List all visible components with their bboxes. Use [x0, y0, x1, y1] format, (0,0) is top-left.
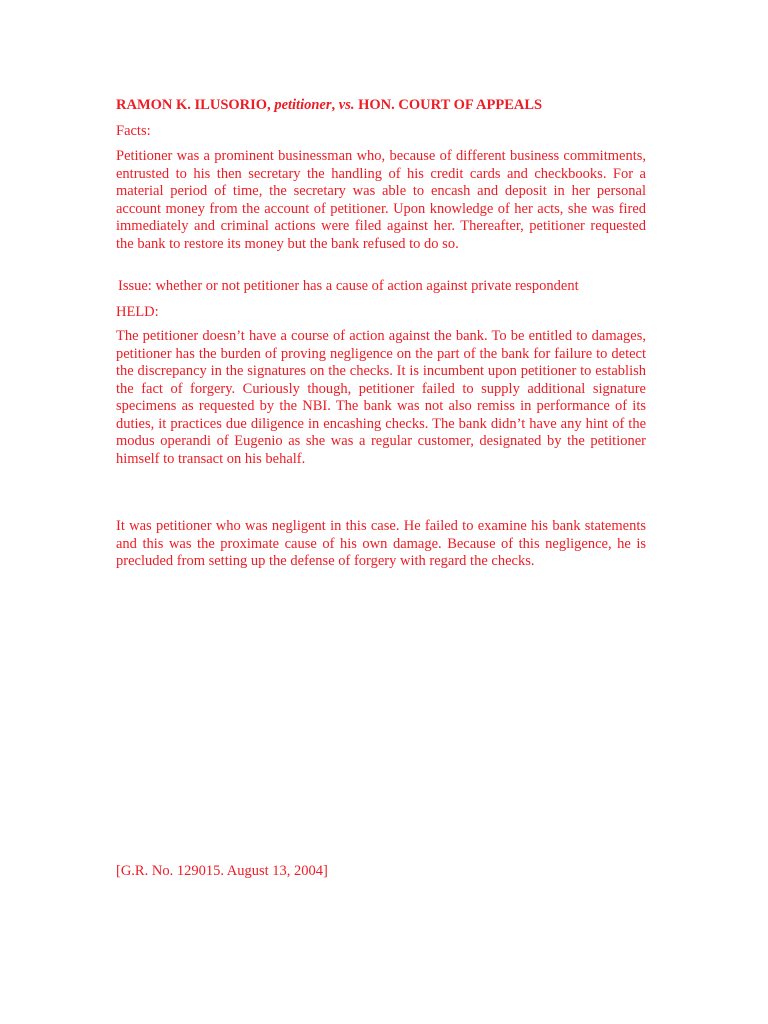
title-versus: vs. — [338, 97, 355, 113]
facts-paragraph: Petitioner was a prominent businessman who, because of different business commitments, entrusted to his then secretary the handling of his credit cards and checkbooks. For a material period of time, the secretary was able to encash and deposit in her personal account money from the account of petitioner. Upon knowledge of her acts, she was fired immediately and criminal actions were filed against her. Thereafter, petitioner requested the bank to restore its money but the bank refused to do so. — [116, 148, 646, 252]
issue-line: Issue: whether or not petitioner has a cause of action against private respondent — [118, 278, 579, 294]
case-citation: [G.R. No. 129015. August 13, 2004] — [116, 863, 328, 879]
title-comma: , — [331, 97, 336, 113]
held-paragraph-2: It was petitioner who was negligent in this case. He failed to examine his bank statements and this was the proximate cause of his own damage. Because of this negligence, he is precluded from setting up the defense of forgery with regard the checks. — [116, 518, 646, 569]
title-petitioner-role: petitioner — [274, 97, 332, 113]
case-title — [116, 96, 542, 114]
held-paragraph-1: The petitioner doesn’t have a course of action against the bank. To be entitled to damages, petitioner has the burden of proving negligence on the part of the bank for failure to detect the discrepancy in the signatures on the checks. It is incumbent upon petitioner to establish the fact of forgery. Curiously though, petitioner failed to supply additional signature specimens as requested by the NBI. The bank was not also remiss in performance of its duties, it practices due diligence in encashing checks. The bank didn’t have any hint of the modus operandi of Eugenio as she was a regular customer, designated by the petitioner himself to transact on his behalf. — [116, 328, 646, 467]
held-heading: HELD: — [116, 304, 159, 320]
facts-heading: Facts: — [116, 123, 151, 139]
title-petitioner-name: RAMON K. ILUSORIO, — [116, 97, 271, 113]
title-respondent-name: HON. COURT OF APPEALS — [358, 97, 543, 113]
